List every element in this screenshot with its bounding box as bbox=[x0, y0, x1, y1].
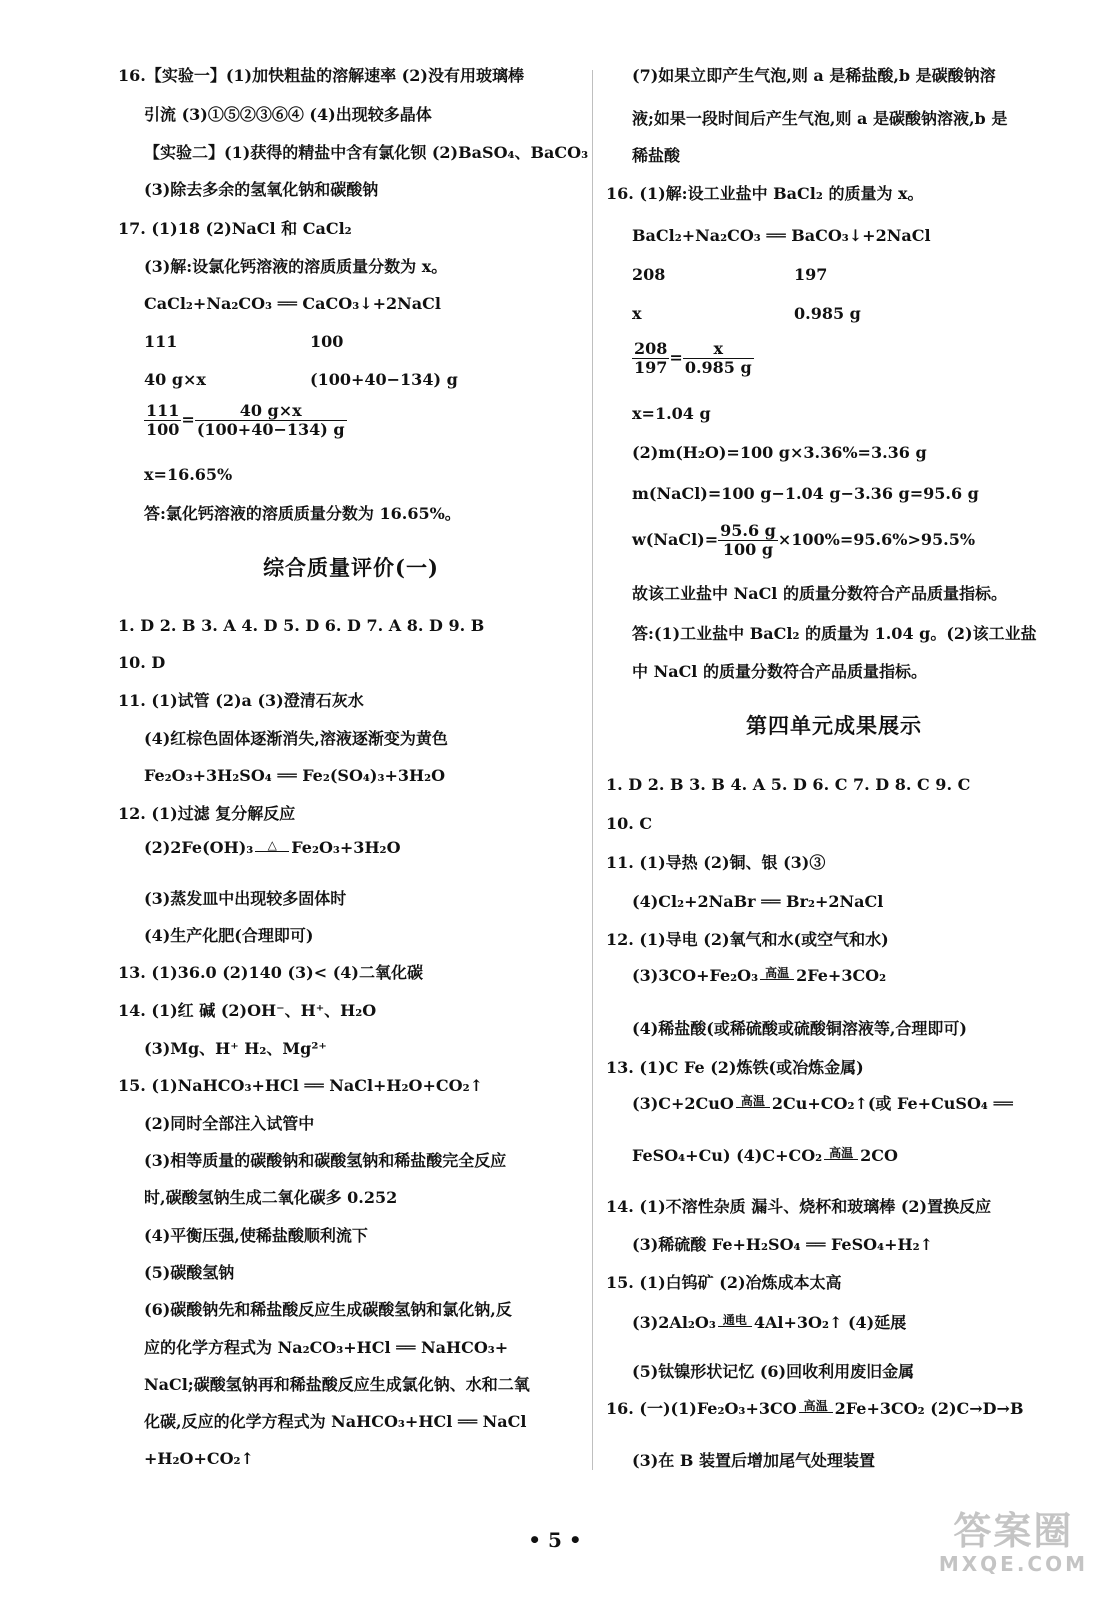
reaction-condition: 高温 bbox=[824, 1147, 858, 1166]
molar-mass-label: 197 bbox=[794, 265, 828, 284]
text-line: (5)碳酸氢钠 bbox=[144, 1263, 235, 1282]
molar-mass-label: 100 bbox=[310, 332, 344, 351]
equation-line: (4)Cl₂+2NaBr ══ Br₂+2NaCl bbox=[632, 892, 884, 911]
answer-row: 10. C bbox=[606, 814, 653, 833]
text-line: NaCl;碳酸氢钠再和稀盐酸反应生成氯化钠、水和二氧 bbox=[144, 1375, 530, 1394]
mass-label: 40 g×x bbox=[144, 370, 206, 389]
equation-line: (3)稀硫酸 Fe+H₂SO₄ ══ FeSO₄+H₂↑ bbox=[632, 1235, 934, 1254]
text-line: x=1.04 g bbox=[632, 404, 711, 423]
proportion-equation: $\frac{208}{197}$ = $\frac{x}{0.985 g}$ bbox=[634, 339, 752, 377]
text-line: 14. (1)不溶性杂质 漏斗、烧杯和玻璃棒 (2)置换反应 bbox=[606, 1197, 992, 1216]
text-line: 15. (1)NaHCO₃+HCl ══ NaCl+H₂O+CO₂↑ bbox=[118, 1076, 483, 1095]
text-line: (3)在 B 装置后增加尾气处理装置 bbox=[632, 1451, 875, 1470]
text-line: 时,碳酸氢钠生成二氧化碳多 0.252 bbox=[144, 1188, 398, 1207]
text-line: 答:(1)工业盐中 BaCl₂ 的质量为 1.04 g。(2)该工业盐 bbox=[632, 624, 1037, 643]
equation-line: (3)2Al₂O₃ 通电 4Al+3O₂↑ (4)延展 bbox=[632, 1313, 907, 1332]
watermark-logo bbox=[939, 1510, 1088, 1576]
text-line: 13. (1)36.0 (2)140 (3)< (4)二氧化碳 bbox=[118, 963, 423, 982]
text-line: (3)Mg、H⁺ H₂、Mg²⁺ bbox=[144, 1039, 327, 1058]
text-line: 12. (1)过滤 复分解反应 bbox=[118, 804, 296, 823]
text-line: 答:氯化钙溶液的溶质质量分数为 16.65%。 bbox=[144, 504, 461, 523]
text-line: 11. (1)导热 (2)铜、银 (3)③ bbox=[606, 853, 826, 872]
section-heading: 第四单元成果展示 bbox=[746, 713, 922, 738]
section-heading: 综合质量评价(一) bbox=[263, 555, 439, 580]
text-line: 故该工业盐中 NaCl 的质量分数符合产品质量指标。 bbox=[632, 584, 1007, 603]
text-line: (2)m(H₂O)=100 g×3.36%=3.36 g bbox=[632, 443, 927, 462]
text-line: (3)解:设氯化钙溶液的溶质质量分数为 x。 bbox=[144, 257, 448, 276]
text-line: 稀盐酸 bbox=[632, 146, 681, 165]
fraction: $\frac{111}{100}$ bbox=[146, 401, 180, 439]
equation-line: (3)3CO+Fe₂O₃ 高温 2Fe+3CO₂ bbox=[632, 966, 887, 985]
text-line: (4)红棕色固体逐渐消失,溶液逐渐变为黄色 bbox=[144, 729, 448, 748]
text-line: (3)相等质量的碳酸钠和碳酸氢钠和稀盐酸完全反应 bbox=[144, 1151, 507, 1170]
mass-label: (100+40−134) g bbox=[310, 370, 458, 389]
reaction-condition: 高温 bbox=[799, 1400, 833, 1419]
reaction-condition: 高温 bbox=[736, 1095, 770, 1114]
equation-line: (3)C+2CuO 高温 2Cu+CO₂↑(或 Fe+CuSO₄ ══ bbox=[632, 1094, 1013, 1113]
mass-label: x bbox=[632, 304, 642, 323]
reaction-condition: 通电 bbox=[718, 1314, 752, 1333]
text-line: (4)生产化肥(合理即可) bbox=[144, 926, 314, 945]
text-line: 液;如果一段时间后产生气泡,则 a 是碳酸钠溶液,b 是 bbox=[632, 109, 1008, 128]
reaction-condition: 高温 bbox=[760, 967, 794, 986]
text-line: 【实验二】(1)获得的精盐中含有氯化钡 (2)BaSO₄、BaCO₃ bbox=[144, 143, 589, 162]
text-line: 13. (1)C Fe (2)炼铁(或冶炼金属) bbox=[606, 1058, 864, 1077]
text-line: (6)碳酸钠先和稀盐酸反应生成碳酸氢钠和氯化钠,反 bbox=[144, 1300, 512, 1319]
fraction: $\frac{95.6 g}{100 g}$ bbox=[720, 521, 776, 559]
answer-row: 1. D 2. B 3. A 4. D 5. D 6. D 7. A 8. D 9. B bbox=[118, 616, 485, 635]
text-line: (4)稀盐酸(或稀硫酸或硫酸铜溶液等,合理即可) bbox=[632, 1019, 967, 1038]
text-line: 14. (1)红 碱 (2)OH⁻、H⁺、H₂O bbox=[118, 1001, 377, 1020]
text-line: 引流 (3)①⑤②③⑥④ (4)出现较多晶体 bbox=[144, 105, 432, 124]
text-line: (7)如果立即产生气泡,则 a 是稀盐酸,b 是碳酸钠溶 bbox=[632, 66, 996, 85]
equation-line: Fe₂O₃+3H₂SO₄ ══ Fe₂(SO₄)₃+3H₂O bbox=[144, 766, 446, 785]
text-line: 11. (1)试管 (2)a (3)澄清石灰水 bbox=[118, 691, 364, 710]
fraction: $\frac{x}{0.985 g}$ bbox=[684, 339, 752, 377]
molar-mass-label: 111 bbox=[144, 332, 178, 351]
text-line: 应的化学方程式为 Na₂CO₃+HCl ══ NaHCO₃+ bbox=[144, 1338, 509, 1357]
text-line: (3)蒸发皿中出现较多固体时 bbox=[144, 889, 347, 908]
text-line: 17. (1)18 (2)NaCl 和 CaCl₂ bbox=[118, 219, 352, 238]
proportion-equation: $\frac{111}{100}$ = $\frac{40 g\times x}{(100+40-134) g}$ bbox=[146, 401, 345, 439]
text-line: (3)除去多余的氢氧化钠和碳酸钠 bbox=[144, 180, 379, 199]
text-line: m(NaCl)=100 g−1.04 g−3.36 g=95.6 g bbox=[632, 484, 979, 503]
equation-line: 16. (一)(1)Fe₂O₃+3CO 高温 2Fe+3CO₂ (2)C→D→B bbox=[606, 1399, 1024, 1418]
text-line: (5)钛镍形状记忆 (6)回收利用废旧金属 bbox=[632, 1362, 915, 1381]
watermark-bottom: MXQE.COM bbox=[938, 1552, 1088, 1576]
equation-line: BaCl₂+Na₂CO₃ ══ BaCO₃↓+2NaCl bbox=[632, 226, 931, 245]
text-line: 16.【实验一】(1)加快粗盐的溶解速率 (2)没有用玻璃棒 bbox=[118, 66, 524, 85]
equation-line: FeSO₄+Cu) (4)C+CO₂ 高温 2CO bbox=[632, 1146, 898, 1165]
equation-line: (2)2Fe(OH)₃ △ Fe₂O₃+3H₂O bbox=[144, 838, 401, 857]
answer-row: 1. D 2. B 3. B 4. A 5. D 6. C 7. D 8. C 9. C bbox=[606, 775, 971, 794]
text-line: (2)同时全部注入试管中 bbox=[144, 1114, 315, 1133]
text-line: 化碳,反应的化学方程式为 NaHCO₃+HCl ══ NaCl bbox=[144, 1412, 527, 1431]
mass-label: 0.985 g bbox=[794, 304, 861, 323]
watermark-top: 答案圈 bbox=[953, 1509, 1074, 1553]
molar-mass-label: 208 bbox=[632, 265, 666, 284]
answer-row: 10. D bbox=[118, 653, 166, 672]
text-line: +H₂O+CO₂↑ bbox=[144, 1449, 254, 1468]
reaction-condition: △ bbox=[255, 839, 289, 858]
page-number: • 5 • bbox=[528, 1528, 582, 1552]
mass-fraction-equation: w(NaCl)= $\frac{95.6 g}{100 g}$ ×100%=95.6%>95.5% bbox=[632, 521, 976, 559]
fraction: $\frac{208}{197}$ bbox=[634, 339, 668, 377]
fraction: $\frac{40 g\times x}{(100+40-134) g}$ bbox=[196, 401, 345, 439]
text-line: x=16.65% bbox=[144, 465, 233, 484]
text-line: 12. (1)导电 (2)氧气和水(或空气和水) bbox=[606, 930, 889, 949]
equation-line: CaCl₂+Na₂CO₃ ══ CaCO₃↓+2NaCl bbox=[144, 294, 441, 313]
text-line: 16. (1)解:设工业盐中 BaCl₂ 的质量为 x。 bbox=[606, 184, 924, 203]
text-line: (4)平衡压强,使稀盐酸顺利流下 bbox=[144, 1226, 368, 1245]
text-line: 中 NaCl 的质量分数符合产品质量指标。 bbox=[632, 662, 927, 681]
text-line: 15. (1)白钨矿 (2)冶炼成本太高 bbox=[606, 1273, 842, 1292]
column-divider bbox=[592, 70, 593, 1470]
